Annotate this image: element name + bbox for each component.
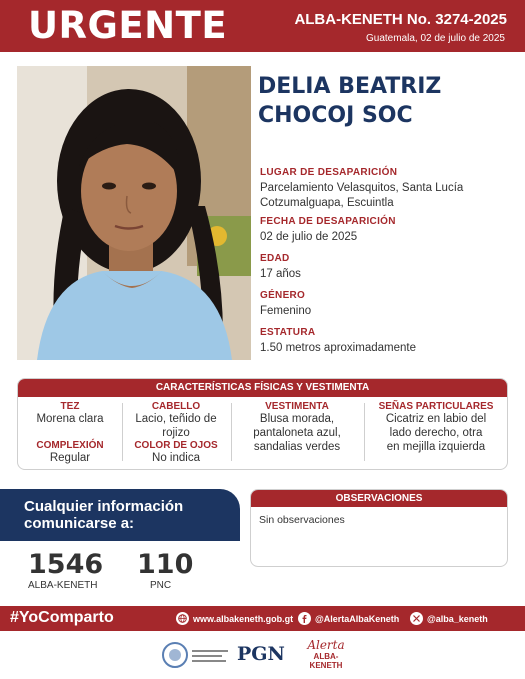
tez-column (22, 401, 118, 465)
gender (260, 290, 510, 319)
twitter-link[interactable] (410, 612, 488, 625)
disappearance-place-label: LUGAR DE DESAPARICIÓN (260, 167, 398, 178)
contact-banner (0, 489, 240, 541)
marks-value-1: Cicatriz en labio del (385, 413, 487, 425)
marks-value-3: en mejilla izquierda (386, 441, 486, 453)
missing-person-photo (17, 66, 251, 360)
alba-keneth-logo-text: ALBA-KENETH (309, 652, 343, 670)
observations-text: Sin observaciones (259, 514, 345, 526)
gender-value: Femenino (260, 305, 312, 317)
disappearance-date (260, 216, 510, 245)
marks-label: SEÑAS PARTICULARES (378, 401, 494, 412)
height-label: ESTATURA (260, 327, 316, 338)
tez-label: TEZ (60, 401, 80, 412)
x-twitter-icon (410, 612, 423, 625)
age-value: 17 años (260, 268, 301, 280)
facebook-icon (298, 612, 311, 625)
characteristics-panel (17, 378, 508, 470)
footer-bar (0, 606, 525, 631)
divider (122, 403, 123, 461)
twitter-text: @alba_keneth (427, 613, 488, 624)
clothing-label: VESTIMENTA (265, 401, 329, 412)
marks-value-2: lado derecho, otra (389, 427, 483, 439)
facebook-link[interactable] (298, 612, 399, 625)
alert-number: ALBA-KENETH No. 3274-2025 (294, 11, 507, 28)
observations-title: OBSERVACIONES (251, 490, 507, 507)
place-date: Guatemala, 02 de julio de 2025 (366, 33, 505, 44)
age (260, 253, 510, 282)
urgent-title: URGENTE (28, 4, 228, 47)
alerta-alba-keneth-logo (298, 638, 354, 670)
disappearance-place-value: Parcelamiento Velasquitos, Santa Lucía Cotzumalguapa, Escuintla (260, 182, 464, 209)
gender-label: GÉNERO (260, 290, 306, 301)
clothing-value-2: pantaloneta azul, (253, 427, 341, 439)
globe-icon (176, 612, 189, 625)
hair-value-2: rojizo (162, 427, 190, 439)
clothing-column (236, 401, 358, 454)
disappearance-place (260, 167, 510, 211)
phone-pnc-label: PNC (150, 580, 172, 591)
website-text: www.albakeneth.gob.gt (193, 613, 294, 624)
contact-text-1: Cualquier información (24, 498, 184, 515)
phone-alba-keneth-label: ALBA-KENETH (28, 580, 98, 591)
hair-label: CABELLO (151, 401, 201, 412)
guatemala-seal-logo (160, 640, 230, 675)
facebook-text: @AlertaAlbaKeneth (315, 613, 400, 624)
marks-column (368, 401, 504, 454)
name-line-1: DELIA BEATRIZ (258, 74, 442, 99)
name-line-2: CHOCOJ SOC (258, 103, 413, 128)
characteristics-title: CARACTERÍSTICAS FÍSICAS Y VESTIMENTA (18, 379, 507, 397)
complexion-value: Regular (49, 452, 91, 464)
person-name (258, 72, 508, 130)
observations-panel (250, 489, 508, 567)
contact-text-2: comunicarse a: (24, 515, 135, 532)
alerta-logo-text: Alerta (307, 638, 345, 652)
website-link[interactable] (176, 612, 293, 625)
guatemala-seal-icon (160, 640, 230, 670)
tez-value: Morena clara (36, 413, 104, 425)
hair-column (126, 401, 226, 465)
clothing-value-3: sandalias verdes (253, 441, 341, 453)
age-label: EDAD (260, 253, 290, 264)
disappearance-date-value: 02 de julio de 2025 (260, 231, 358, 243)
pgn-logo: PGN (237, 643, 285, 665)
divider (364, 403, 365, 461)
eye-color-value: No indica (152, 452, 200, 464)
disappearance-date-label: FECHA DE DESAPARICIÓN (260, 216, 396, 227)
hair-value-1: Lacio, teñido de (135, 413, 217, 425)
eye-color-label: COLOR DE OJOS (134, 440, 218, 451)
header-banner (0, 0, 525, 52)
phone-alba-keneth[interactable]: 1546 (28, 549, 104, 580)
height-value: 1.50 metros aproximadamente (260, 342, 416, 354)
clothing-value-1: Blusa morada, (259, 413, 335, 425)
divider (231, 403, 232, 461)
hashtag: #YoComparto (10, 609, 114, 626)
complexion-label: COMPLEXIÓN (36, 440, 104, 451)
height (260, 327, 510, 356)
phone-pnc[interactable]: 110 (137, 549, 194, 580)
